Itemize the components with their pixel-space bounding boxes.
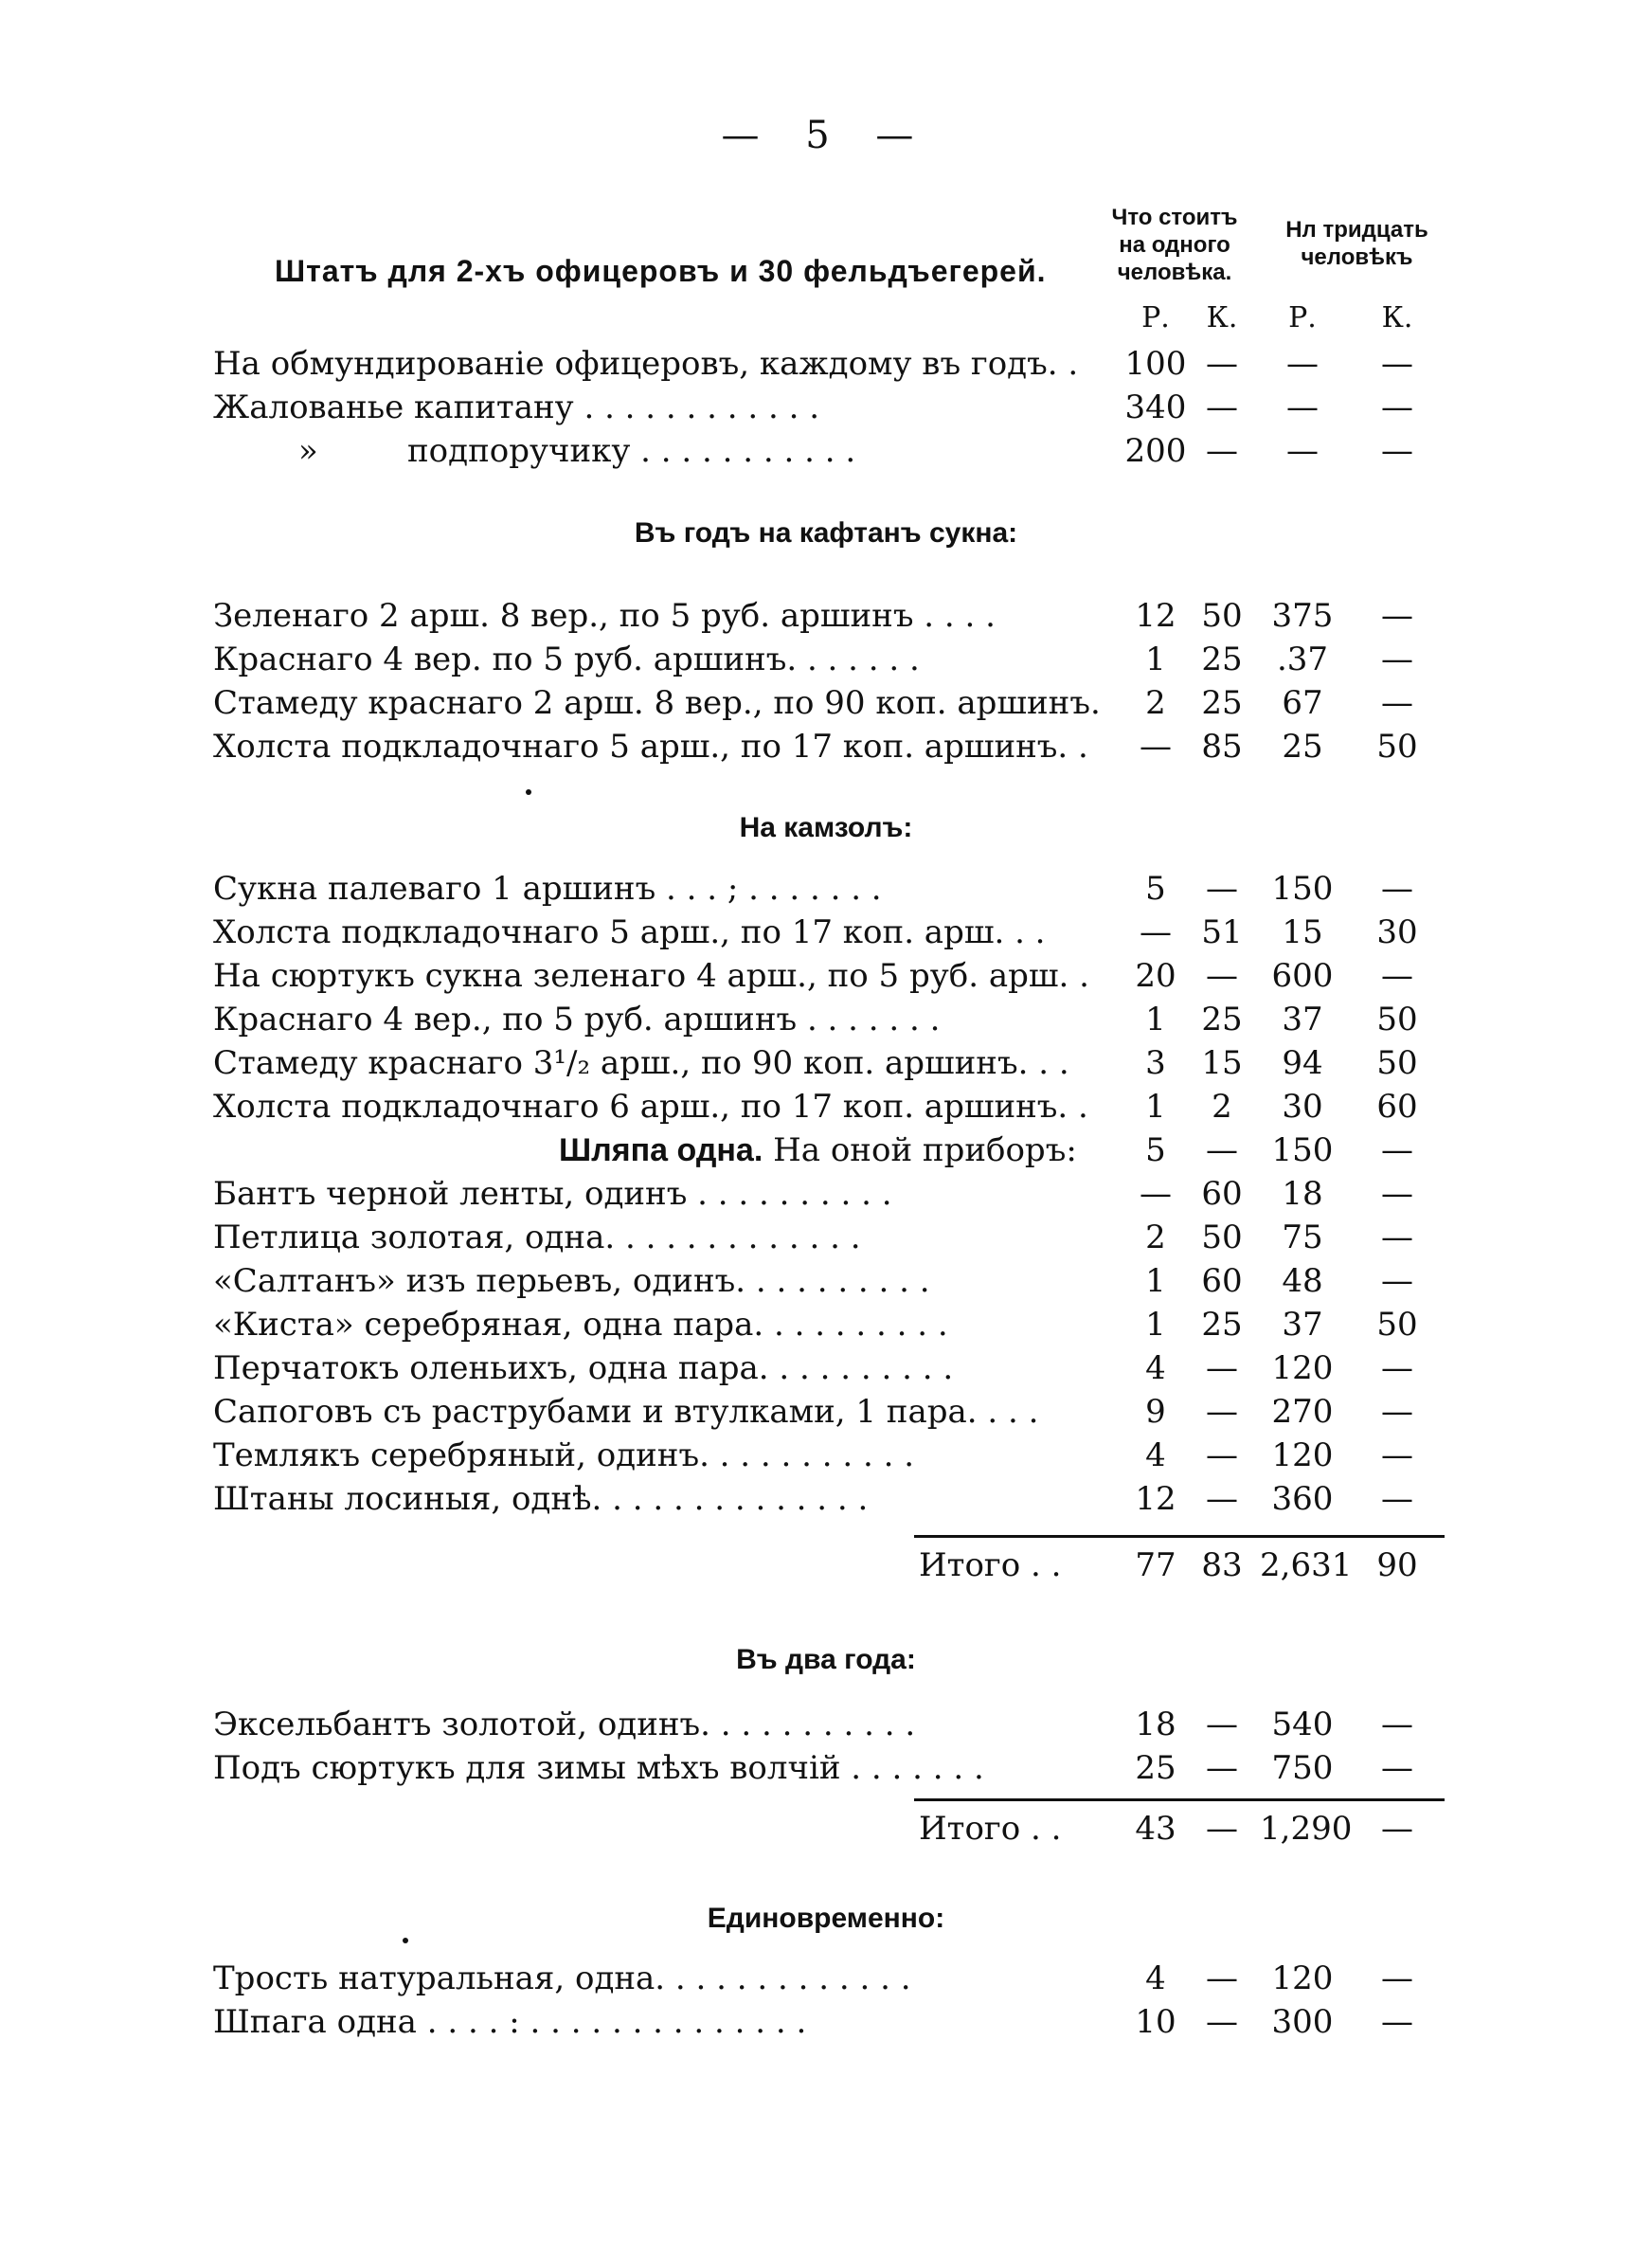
table-row <box>0 1959 1652 2003</box>
cost-kopecks-thirty: 60 <box>1376 1088 1418 1126</box>
cost-rubles-one: 1 <box>1145 1088 1166 1126</box>
table-row <box>0 1306 1652 1349</box>
cost-kopecks-thirty: 50 <box>1376 1001 1418 1038</box>
cost-kopecks-thirty: — <box>1381 1131 1413 1169</box>
cost-rubles-one: 5 <box>1145 870 1166 908</box>
table-row <box>0 870 1652 913</box>
section-title-once: Единовременно: <box>707 1903 945 1934</box>
section-title-kamzol: На камзолъ: <box>739 812 913 843</box>
total-rule <box>914 1535 1445 1538</box>
cost-rubles-thirty: 48 <box>1282 1262 1323 1300</box>
cost-rubles-thirty: 375 <box>1271 597 1334 635</box>
row-label: Краснаго 4 вер. по 5 руб. аршинъ. . . . . . . <box>213 641 920 678</box>
table-row <box>0 1262 1652 1306</box>
table-row <box>0 345 1652 388</box>
cost-kopecks-one: — <box>1206 1393 1238 1431</box>
table-row <box>0 1436 1652 1480</box>
cost-kopecks-one: 2 <box>1212 1088 1232 1126</box>
table-row <box>0 1219 1652 1262</box>
cost-kopecks-one: — <box>1206 1480 1238 1518</box>
cost-rubles-thirty: 270 <box>1271 1393 1334 1431</box>
table-row <box>0 1749 1652 1793</box>
cost-kopecks-thirty: — <box>1381 1219 1413 1256</box>
total-rubles-thirty: 2,631 <box>1260 1546 1353 1584</box>
print-speck <box>403 1938 408 1943</box>
cost-kopecks-thirty: 50 <box>1376 1306 1418 1344</box>
cost-kopecks-one: — <box>1206 345 1238 383</box>
cost-kopecks-thirty: — <box>1381 1349 1413 1387</box>
cost-rubles-one: 4 <box>1145 1436 1166 1474</box>
unit-rubles-one: Р. <box>1141 301 1170 334</box>
cost-kopecks-one: — <box>1206 432 1238 470</box>
row-label: Холста подкладочнаго 5 арш., по 17 коп. арш. . . <box>213 913 1046 951</box>
cost-rubles-one: 1 <box>1145 1262 1166 1300</box>
row-label: «Киста» серебряная, одна пара. . . . . . . . . . <box>213 1306 948 1344</box>
cost-kopecks-thirty: 30 <box>1376 913 1418 951</box>
cost-rubles-one: 4 <box>1145 1959 1166 1997</box>
cost-rubles-thirty: 37 <box>1282 1306 1323 1344</box>
cost-rubles-thirty: — <box>1286 388 1319 426</box>
row-label: Трость натуральная, одна. . . . . . . . . . . . . <box>213 1959 911 1997</box>
row-label: Шпага одна . . . . : . . . . . . . . . . . . . . <box>213 2003 807 2041</box>
cost-kopecks-thirty: — <box>1381 957 1413 995</box>
total-label: Итого . . <box>919 1810 1062 1848</box>
cost-rubles-one: 200 <box>1124 432 1187 470</box>
row-label: Холста подкладочнаго 6 арш., по 17 коп. аршинъ. . <box>213 1088 1088 1126</box>
cost-kopecks-thirty: — <box>1381 388 1413 426</box>
cost-kopecks-thirty: — <box>1381 2003 1413 2041</box>
column-header-thirty-people <box>1269 216 1445 271</box>
cost-kopecks-one: — <box>1206 957 1238 995</box>
table-row <box>0 913 1652 957</box>
cost-rubles-one: 1 <box>1145 1001 1166 1038</box>
cost-rubles-thirty: 94 <box>1282 1044 1323 1082</box>
row-label: «Салтанъ» изъ перьевъ, одинъ. . . . . . . . . . <box>213 1262 930 1300</box>
cost-rubles-one: 2 <box>1145 1219 1166 1256</box>
cost-rubles-thirty: 120 <box>1271 1349 1334 1387</box>
total-kopecks-thirty: — <box>1381 1810 1413 1848</box>
cost-kopecks-one: — <box>1206 1349 1238 1387</box>
cost-kopecks-thirty: — <box>1381 684 1413 722</box>
total-rule <box>914 1798 1445 1801</box>
cost-rubles-thirty: 360 <box>1271 1480 1334 1518</box>
unit-kopecks-one: К. <box>1206 301 1238 334</box>
cost-kopecks-thirty: — <box>1381 1262 1413 1300</box>
cost-rubles-thirty: .37 <box>1276 641 1329 678</box>
row-label: Жалованье капитану . . . . . . . . . . . . <box>213 388 820 426</box>
total-row <box>0 1546 1652 1590</box>
cost-rubles-thirty: — <box>1286 345 1319 383</box>
ditto-mark: » <box>298 432 318 470</box>
table-row <box>0 1001 1652 1044</box>
cost-rubles-one: — <box>1140 728 1172 766</box>
cost-kopecks-one: 25 <box>1201 684 1243 722</box>
cost-kopecks-one: — <box>1206 1131 1238 1169</box>
cost-rubles-one: 12 <box>1135 597 1176 635</box>
cost-kopecks-thirty: — <box>1381 1480 1413 1518</box>
cost-kopecks-thirty: — <box>1381 1393 1413 1431</box>
cost-rubles-one: 1 <box>1145 641 1166 678</box>
cost-rubles-thirty: 15 <box>1282 913 1323 951</box>
cost-kopecks-one: 60 <box>1201 1262 1243 1300</box>
table-row <box>0 1044 1652 1088</box>
cost-kopecks-thirty: — <box>1381 345 1413 383</box>
cost-rubles-thirty: 75 <box>1282 1219 1323 1256</box>
cost-kopecks-one: — <box>1206 1959 1238 1997</box>
hat-label-rest: На оной приборъ: <box>773 1131 1077 1169</box>
column-header-one-person <box>1080 204 1269 286</box>
total-rubles-one: 43 <box>1135 1810 1176 1848</box>
cost-rubles-thirty: 30 <box>1282 1088 1323 1126</box>
total-rubles-thirty: 1,290 <box>1260 1810 1353 1848</box>
cost-kopecks-thirty: — <box>1381 1959 1413 1997</box>
cost-rubles-thirty: 37 <box>1282 1001 1323 1038</box>
row-label: Стамеду краснаго 2 арш. 8 вер., по 90 коп. аршинъ. <box>213 684 1101 722</box>
cost-rubles-one: 2 <box>1145 684 1166 722</box>
section-title-two-years: Въ два года: <box>736 1644 916 1675</box>
table-row <box>0 2003 1652 2047</box>
total-kopecks-one: — <box>1206 1810 1238 1848</box>
cost-kopecks-one: 50 <box>1201 1219 1243 1256</box>
row-label: На обмундированіе офицеровъ, каждому въ годъ. . <box>213 345 1079 383</box>
row-label: Бантъ черной ленты, одинъ . . . . . . . . . . <box>213 1175 892 1213</box>
table-row <box>0 388 1652 432</box>
row-label: Зеленаго 2 арш. 8 вер., по 5 руб. аршинъ . . . . <box>213 597 996 635</box>
cost-kopecks-thirty: — <box>1381 1436 1413 1474</box>
cost-kopecks-one: 85 <box>1201 728 1243 766</box>
cost-rubles-one: 10 <box>1135 2003 1176 2041</box>
print-speck <box>526 789 531 795</box>
table-row <box>0 597 1652 641</box>
cost-rubles-thirty: 18 <box>1282 1175 1323 1213</box>
total-label: Итого . . <box>919 1546 1062 1584</box>
row-label: Краснаго 4 вер., по 5 руб. аршинъ . . . . . . . <box>213 1001 941 1038</box>
total-row <box>0 1810 1652 1853</box>
cost-kopecks-one: — <box>1206 1436 1238 1474</box>
cost-kopecks-thirty: — <box>1381 597 1413 635</box>
row-label: Сукна палеваго 1 аршинъ . . . ; . . . . . . . <box>213 870 882 908</box>
cost-rubles-one: 1 <box>1145 1306 1166 1344</box>
column-header-line: человѣка. <box>1117 260 1232 285</box>
table-row <box>0 432 1652 476</box>
row-label: Перчатокъ оленьихъ, одна пара. . . . . . . . . . <box>213 1349 954 1387</box>
cost-rubles-thirty: 540 <box>1271 1706 1334 1743</box>
cost-rubles-one: 3 <box>1145 1044 1166 1082</box>
cost-kopecks-thirty: — <box>1381 1706 1413 1743</box>
cost-kopecks-one: 51 <box>1201 913 1243 951</box>
cost-rubles-thirty: 150 <box>1271 870 1334 908</box>
cost-rubles-one: — <box>1140 1175 1172 1213</box>
table-row <box>0 1706 1652 1749</box>
cost-rubles-one: 4 <box>1145 1349 1166 1387</box>
column-header-line: человѣкъ <box>1301 244 1413 270</box>
page-number: — 5 — <box>721 114 931 157</box>
cost-rubles-one: 18 <box>1135 1706 1176 1743</box>
cost-rubles-one: 9 <box>1145 1393 1166 1431</box>
table-row <box>0 1088 1652 1131</box>
cost-kopecks-one: 15 <box>1201 1044 1243 1082</box>
row-label: На сюртукъ сукна зеленаго 4 арш., по 5 руб. арш. . <box>213 957 1089 995</box>
total-kopecks-thirty: 90 <box>1376 1546 1418 1584</box>
column-header-line: Что стоитъ <box>1111 205 1238 230</box>
row-label: Сапоговъ съ раструбами и втулками, 1 пара. . . . <box>213 1393 1039 1431</box>
row-label: подпоручику . . . . . . . . . . . <box>407 432 856 470</box>
row-label: Стамеду краснаго 3¹/₂ арш., по 90 коп. аршинъ. . . <box>213 1044 1069 1082</box>
cost-rubles-thirty: 750 <box>1271 1749 1334 1787</box>
table-row-hat <box>0 1131 1652 1175</box>
row-label: Подъ сюртукъ для зимы мѣхъ волчій . . . . . . . <box>213 1749 984 1787</box>
cost-rubles-one: — <box>1140 913 1172 951</box>
cost-rubles-thirty: 67 <box>1282 684 1323 722</box>
table-row <box>0 684 1652 728</box>
cost-rubles-one: 340 <box>1124 388 1187 426</box>
row-label: Петлица золотая, одна. . . . . . . . . . . . . <box>213 1219 861 1256</box>
cost-kopecks-thirty: — <box>1381 432 1413 470</box>
cost-kopecks-one: 25 <box>1201 1306 1243 1344</box>
unit-kopecks-thirty: К. <box>1381 301 1413 334</box>
table-row <box>0 641 1652 684</box>
table-row <box>0 728 1652 771</box>
column-header-line: Нл тридцать <box>1285 217 1428 243</box>
cost-kopecks-thirty: — <box>1381 1175 1413 1213</box>
section-title-kaftan: Въ годъ на кафтанъ сукна: <box>634 517 1018 549</box>
total-rubles-one: 77 <box>1135 1546 1176 1584</box>
cost-rubles-one: 5 <box>1145 1131 1166 1169</box>
row-label <box>559 1131 1108 1169</box>
cost-kopecks-one: — <box>1206 2003 1238 2041</box>
cost-kopecks-one: 25 <box>1201 641 1243 678</box>
page-title: Штатъ для 2-хъ офицеровъ и 30 фельдъегерей. <box>275 254 1047 288</box>
row-label: Холста подкладочнаго 5 арш., по 17 коп. аршинъ. . <box>213 728 1088 766</box>
cost-kopecks-one: — <box>1206 1706 1238 1743</box>
cost-kopecks-thirty: — <box>1381 1749 1413 1787</box>
cost-kopecks-one: — <box>1206 870 1238 908</box>
cost-kopecks-thirty: 50 <box>1376 1044 1418 1082</box>
row-label: Эксельбантъ золотой, одинъ. . . . . . . . . . . <box>213 1706 916 1743</box>
cost-rubles-thirty: — <box>1286 432 1319 470</box>
total-kopecks-one: 83 <box>1201 1546 1243 1584</box>
cost-rubles-thirty: 300 <box>1271 2003 1334 2041</box>
cost-kopecks-thirty: — <box>1381 641 1413 678</box>
table-row <box>0 1480 1652 1524</box>
cost-kopecks-thirty: 50 <box>1376 728 1418 766</box>
table-row <box>0 1393 1652 1436</box>
cost-rubles-thirty: 120 <box>1271 1959 1334 1997</box>
column-header-line: на одного <box>1119 232 1230 258</box>
cost-kopecks-one: 60 <box>1201 1175 1243 1213</box>
cost-rubles-thirty: 150 <box>1271 1131 1334 1169</box>
table-row <box>0 957 1652 1001</box>
unit-rubles-thirty: Р. <box>1288 301 1317 334</box>
cost-kopecks-one: — <box>1206 388 1238 426</box>
cost-rubles-thirty: 25 <box>1282 728 1323 766</box>
cost-rubles-one: 100 <box>1124 345 1187 383</box>
table-row <box>0 1175 1652 1219</box>
cost-kopecks-one: 25 <box>1201 1001 1243 1038</box>
cost-rubles-one: 12 <box>1135 1480 1176 1518</box>
cost-rubles-one: 25 <box>1135 1749 1176 1787</box>
table-row <box>0 1349 1652 1393</box>
cost-rubles-thirty: 120 <box>1271 1436 1334 1474</box>
row-label: Штаны лосиныя, однѣ. . . . . . . . . . . . . . <box>213 1480 869 1518</box>
cost-kopecks-one: 50 <box>1201 597 1243 635</box>
cost-kopecks-thirty: — <box>1381 870 1413 908</box>
cost-rubles-one: 20 <box>1135 957 1176 995</box>
row-label: Темлякъ серебряный, одинъ. . . . . . . . . . . <box>213 1436 915 1474</box>
hat-label-bold: Шляпа одна. <box>559 1132 763 1168</box>
cost-kopecks-one: — <box>1206 1749 1238 1787</box>
cost-rubles-thirty: 600 <box>1271 957 1334 995</box>
